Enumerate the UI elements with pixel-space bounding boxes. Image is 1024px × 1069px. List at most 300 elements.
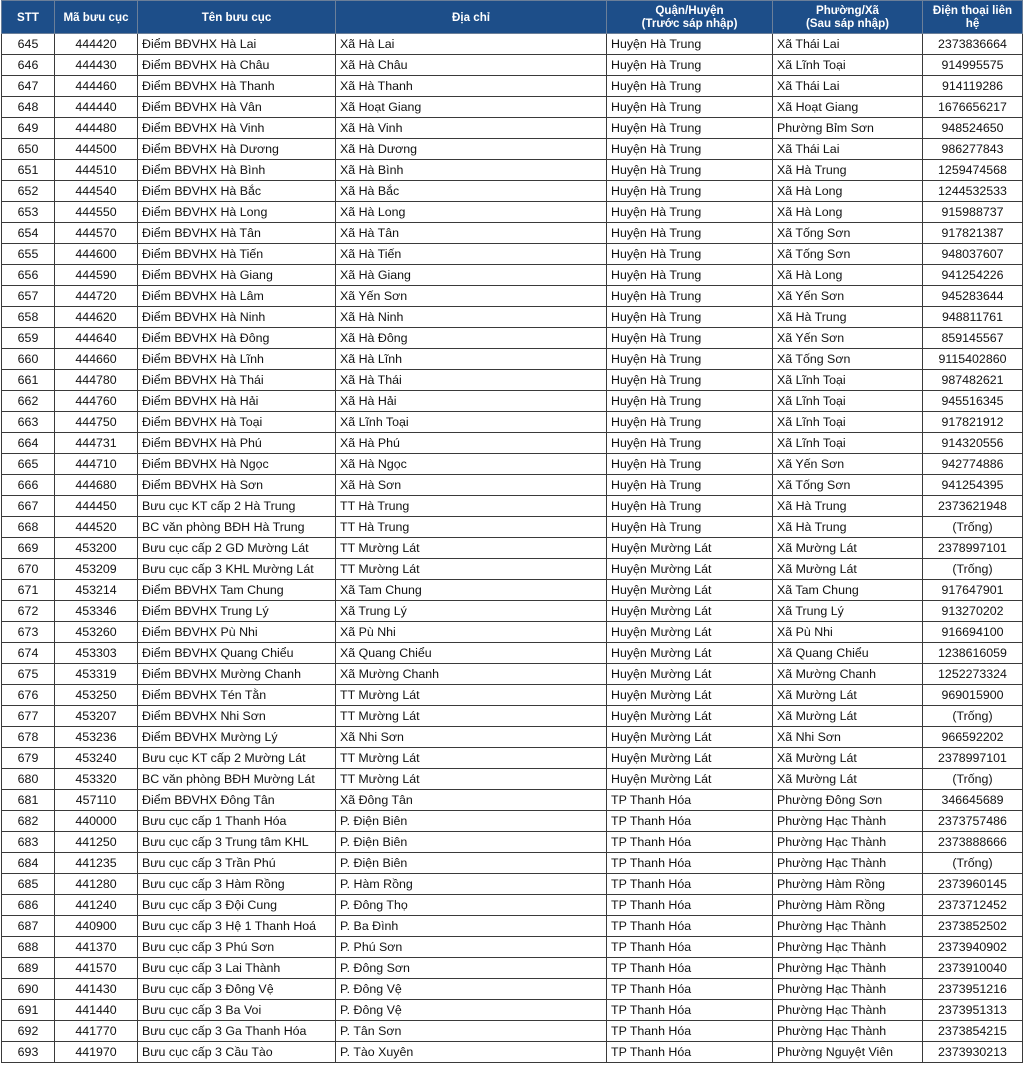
cell-ward: Phường Đông Sơn [773, 790, 923, 811]
cell-address: P. Phú Sơn [336, 937, 607, 958]
post-office-table [1, 0, 1023, 1063]
cell-ward: Xã Hà Trung [773, 307, 923, 328]
cell-code: 444440 [55, 97, 138, 118]
cell-name: BC văn phòng BĐH Mường Lát [138, 769, 336, 790]
cell-district: Huyện Hà Trung [607, 349, 773, 370]
cell-code: 453236 [55, 727, 138, 748]
cell-address: TT Hà Trung [336, 517, 607, 538]
cell-address: TT Mường Lát [336, 685, 607, 706]
table-row [2, 244, 1023, 265]
cell-district: TP Thanh Hóa [607, 979, 773, 1000]
cell-code: 457110 [55, 790, 138, 811]
cell-code: 444500 [55, 139, 138, 160]
cell-code: 444460 [55, 76, 138, 97]
cell-code: 441430 [55, 979, 138, 1000]
cell-address: Xã Lĩnh Toại [336, 412, 607, 433]
cell-address: TT Mường Lát [336, 769, 607, 790]
cell-phone: 969015900 [923, 685, 1023, 706]
table-row [2, 181, 1023, 202]
cell-ward: Phường Nguyệt Viên [773, 1042, 923, 1063]
cell-phone: 948037607 [923, 244, 1023, 265]
cell-ward: Xã Trung Lý [773, 601, 923, 622]
cell-phone: 2373951313 [923, 1000, 1023, 1021]
cell-name: Bưu cục cấp 3 Trung tâm KHL [138, 832, 336, 853]
cell-district: Huyện Hà Trung [607, 307, 773, 328]
cell-address: Xã Hoạt Giang [336, 97, 607, 118]
cell-name: Điểm BĐVHX Mường Chanh [138, 664, 336, 685]
cell-district: Huyện Mường Lát [607, 580, 773, 601]
table-row [2, 706, 1023, 727]
cell-phone: 9115402860 [923, 349, 1023, 370]
cell-name: Bưu cục KT cấp 2 Mường Lát [138, 748, 336, 769]
cell-district: TP Thanh Hóa [607, 874, 773, 895]
cell-stt: 661 [2, 370, 55, 391]
cell-name: Điểm BĐVHX Nhi Sơn [138, 706, 336, 727]
cell-ward: Phường Hạc Thành [773, 1021, 923, 1042]
cell-district: Huyện Mường Lát [607, 727, 773, 748]
table-row [2, 1021, 1023, 1042]
cell-stt: 659 [2, 328, 55, 349]
cell-code: 441440 [55, 1000, 138, 1021]
cell-phone: 2378997101 [923, 538, 1023, 559]
cell-ward: Xã Lĩnh Toại [773, 370, 923, 391]
cell-ward: Xã Hoạt Giang [773, 97, 923, 118]
cell-phone: 2373621948 [923, 496, 1023, 517]
cell-name: Điểm BĐVHX Trung Lý [138, 601, 336, 622]
table-row [2, 916, 1023, 937]
cell-name: Điểm BĐVHX Tén Tằn [138, 685, 336, 706]
cell-stt: 678 [2, 727, 55, 748]
cell-name: Điểm BĐVHX Hà Lâm [138, 286, 336, 307]
cell-code: 444620 [55, 307, 138, 328]
cell-name: Điểm BĐVHX Hà Tiến [138, 244, 336, 265]
cell-name: Bưu cục cấp 3 Đông Vệ [138, 979, 336, 1000]
cell-stt: 681 [2, 790, 55, 811]
header-ward-line1: Phường/Xã [815, 4, 880, 17]
header-phone: Điện thoại liên hệ [923, 1, 1023, 34]
header-district-line2: (Trước sáp nhập) [641, 17, 738, 30]
cell-phone: (Trống) [923, 769, 1023, 790]
cell-ward: Xã Hà Long [773, 265, 923, 286]
cell-phone: 2378997101 [923, 748, 1023, 769]
cell-code: 453200 [55, 538, 138, 559]
cell-ward: Xã Mường Chanh [773, 664, 923, 685]
table-row [2, 475, 1023, 496]
cell-stt: 646 [2, 55, 55, 76]
cell-address: P. Đông Sơn [336, 958, 607, 979]
cell-ward: Phường Hạc Thành [773, 832, 923, 853]
cell-name: Điểm BĐVHX Hà Lĩnh [138, 349, 336, 370]
cell-address: Xã Hà Long [336, 202, 607, 223]
cell-phone: 916694100 [923, 622, 1023, 643]
cell-stt: 676 [2, 685, 55, 706]
cell-district: Huyện Hà Trung [607, 475, 773, 496]
cell-address: Xã Tam Chung [336, 580, 607, 601]
cell-phone: 2373854215 [923, 1021, 1023, 1042]
cell-district: Huyện Hà Trung [607, 76, 773, 97]
cell-district: Huyện Hà Trung [607, 328, 773, 349]
cell-code: 441770 [55, 1021, 138, 1042]
cell-district: Huyện Mường Lát [607, 685, 773, 706]
cell-ward: Xã Yến Sơn [773, 454, 923, 475]
cell-stt: 663 [2, 412, 55, 433]
cell-address: Xã Pù Nhi [336, 622, 607, 643]
cell-code: 444731 [55, 433, 138, 454]
cell-district: Huyện Hà Trung [607, 118, 773, 139]
cell-stt: 688 [2, 937, 55, 958]
cell-address: P. Tào Xuyên [336, 1042, 607, 1063]
cell-code: 453346 [55, 601, 138, 622]
table-row [2, 685, 1023, 706]
cell-address: TT Mường Lát [336, 748, 607, 769]
cell-address: TT Mường Lát [336, 559, 607, 580]
cell-ward: Xã Thái Lai [773, 34, 923, 55]
table-row [2, 580, 1023, 601]
cell-code: 441240 [55, 895, 138, 916]
table-row [2, 55, 1023, 76]
cell-address: Xã Hà Hải [336, 391, 607, 412]
cell-ward: Phường Hạc Thành [773, 916, 923, 937]
cell-code: 444420 [55, 34, 138, 55]
cell-district: Huyện Hà Trung [607, 181, 773, 202]
cell-code: 444540 [55, 181, 138, 202]
cell-ward: Xã Tống Sơn [773, 223, 923, 244]
cell-code: 444480 [55, 118, 138, 139]
cell-code: 453260 [55, 622, 138, 643]
cell-district: Huyện Hà Trung [607, 454, 773, 475]
cell-address: P. Ba Đình [336, 916, 607, 937]
cell-phone: (Trống) [923, 706, 1023, 727]
cell-name: Bưu cục cấp 3 Hàm Rồng [138, 874, 336, 895]
cell-name: Điểm BĐVHX Hà Châu [138, 55, 336, 76]
table-row [2, 1000, 1023, 1021]
cell-ward: Xã Tống Sơn [773, 475, 923, 496]
cell-stt: 690 [2, 979, 55, 1000]
header-ward-line2: (Sau sáp nhập) [805, 17, 890, 30]
cell-address: Xã Hà Sơn [336, 475, 607, 496]
cell-ward: Phường Hạc Thành [773, 811, 923, 832]
cell-address: Xã Hà Lĩnh [336, 349, 607, 370]
cell-name: Điểm BĐVHX Hà Tân [138, 223, 336, 244]
cell-phone: 1244532533 [923, 181, 1023, 202]
table-row [2, 496, 1023, 517]
cell-name: Điểm BĐVHX Hà Bắc [138, 181, 336, 202]
cell-stt: 687 [2, 916, 55, 937]
cell-phone: 1676656217 [923, 97, 1023, 118]
cell-phone: (Trống) [923, 559, 1023, 580]
cell-code: 444780 [55, 370, 138, 391]
cell-ward: Xã Hà Long [773, 181, 923, 202]
cell-district: Huyện Hà Trung [607, 265, 773, 286]
cell-ward: Xã Thái Lai [773, 139, 923, 160]
cell-stt: 658 [2, 307, 55, 328]
cell-stt: 666 [2, 475, 55, 496]
table-row [2, 895, 1023, 916]
cell-stt: 684 [2, 853, 55, 874]
cell-code: 444550 [55, 202, 138, 223]
cell-phone: 2373940902 [923, 937, 1023, 958]
cell-district: Huyện Hà Trung [607, 496, 773, 517]
cell-stt: 655 [2, 244, 55, 265]
cell-stt: 649 [2, 118, 55, 139]
cell-code: 441970 [55, 1042, 138, 1063]
cell-ward: Xã Hà Trung [773, 517, 923, 538]
cell-code: 444520 [55, 517, 138, 538]
header-code: Mã bưu cục [55, 1, 138, 34]
cell-district: Huyện Mường Lát [607, 748, 773, 769]
table-row [2, 433, 1023, 454]
cell-name: Bưu cục cấp 3 Phú Sơn [138, 937, 336, 958]
cell-district: Huyện Mường Lát [607, 622, 773, 643]
table-row [2, 979, 1023, 1000]
cell-stt: 679 [2, 748, 55, 769]
cell-phone: 915988737 [923, 202, 1023, 223]
cell-phone: (Trống) [923, 853, 1023, 874]
cell-stt: 670 [2, 559, 55, 580]
cell-address: Xã Hà Lai [336, 34, 607, 55]
table-row [2, 769, 1023, 790]
cell-district: TP Thanh Hóa [607, 853, 773, 874]
cell-address: Xã Mường Chanh [336, 664, 607, 685]
cell-ward: Xã Lĩnh Toại [773, 412, 923, 433]
cell-ward: Xã Mường Lát [773, 538, 923, 559]
cell-stt: 660 [2, 349, 55, 370]
cell-name: Điểm BĐVHX Hà Phú [138, 433, 336, 454]
cell-name: Điểm BĐVHX Hà Hải [138, 391, 336, 412]
cell-ward: Xã Nhi Sơn [773, 727, 923, 748]
cell-code: 453303 [55, 643, 138, 664]
cell-address: P. Đông Vệ [336, 1000, 607, 1021]
cell-ward: Phường Hạc Thành [773, 979, 923, 1000]
cell-ward: Xã Tam Chung [773, 580, 923, 601]
table-row [2, 328, 1023, 349]
cell-ward: Xã Mường Lát [773, 559, 923, 580]
cell-district: Huyện Mường Lát [607, 538, 773, 559]
table-row [2, 286, 1023, 307]
table-row [2, 202, 1023, 223]
cell-code: 444750 [55, 412, 138, 433]
cell-stt: 673 [2, 622, 55, 643]
cell-district: Huyện Mường Lát [607, 706, 773, 727]
cell-address: Xã Nhi Sơn [336, 727, 607, 748]
cell-phone: 1238616059 [923, 643, 1023, 664]
cell-district: Huyện Mường Lát [607, 769, 773, 790]
cell-address: Xã Hà Thanh [336, 76, 607, 97]
cell-name: Điểm BĐVHX Hà Dương [138, 139, 336, 160]
cell-ward: Xã Quang Chiểu [773, 643, 923, 664]
cell-stt: 680 [2, 769, 55, 790]
header-district [607, 1, 773, 34]
cell-address: P. Điện Biên [336, 811, 607, 832]
cell-ward: Phường Bỉm Sơn [773, 118, 923, 139]
cell-name: Điểm BĐVHX Đông Tân [138, 790, 336, 811]
cell-code: 444450 [55, 496, 138, 517]
cell-stt: 651 [2, 160, 55, 181]
cell-address: Xã Trung Lý [336, 601, 607, 622]
cell-ward: Xã Mường Lát [773, 748, 923, 769]
header-row [2, 1, 1023, 34]
cell-ward: Xã Tống Sơn [773, 349, 923, 370]
cell-phone: 941254395 [923, 475, 1023, 496]
cell-address: P. Hàm Rồng [336, 874, 607, 895]
cell-code: 444600 [55, 244, 138, 265]
cell-address: Xã Hà Bắc [336, 181, 607, 202]
table-row [2, 97, 1023, 118]
cell-district: Huyện Mường Lát [607, 601, 773, 622]
cell-address: Xã Hà Dương [336, 139, 607, 160]
cell-address: TT Mường Lát [336, 706, 607, 727]
table-row [2, 391, 1023, 412]
cell-code: 453319 [55, 664, 138, 685]
cell-district: Huyện Hà Trung [607, 391, 773, 412]
cell-district: TP Thanh Hóa [607, 811, 773, 832]
cell-district: Huyện Hà Trung [607, 97, 773, 118]
cell-name: Bưu cục cấp 3 Ga Thanh Hóa [138, 1021, 336, 1042]
cell-code: 441250 [55, 832, 138, 853]
cell-district: Huyện Hà Trung [607, 412, 773, 433]
cell-ward: Phường Hạc Thành [773, 958, 923, 979]
cell-stt: 685 [2, 874, 55, 895]
cell-phone: 914995575 [923, 55, 1023, 76]
table-row [2, 874, 1023, 895]
cell-ward: Xã Hà Trung [773, 160, 923, 181]
header-address: Địa chỉ [336, 1, 607, 34]
cell-stt: 667 [2, 496, 55, 517]
cell-address: Xã Hà Đông [336, 328, 607, 349]
cell-district: TP Thanh Hóa [607, 832, 773, 853]
cell-phone: 2373930213 [923, 1042, 1023, 1063]
table-row [2, 748, 1023, 769]
table-row [2, 139, 1023, 160]
cell-stt: 677 [2, 706, 55, 727]
cell-name: Bưu cục cấp 3 Ba Voi [138, 1000, 336, 1021]
cell-stt: 674 [2, 643, 55, 664]
cell-address: P. Điện Biên [336, 853, 607, 874]
table-row [2, 517, 1023, 538]
cell-ward: Xã Hà Trung [773, 496, 923, 517]
cell-ward: Xã Lĩnh Toại [773, 55, 923, 76]
cell-stt: 665 [2, 454, 55, 475]
cell-address: Xã Hà Ninh [336, 307, 607, 328]
cell-address: Xã Hà Giang [336, 265, 607, 286]
cell-stt: 662 [2, 391, 55, 412]
cell-ward: Xã Mường Lát [773, 706, 923, 727]
cell-phone: 346645689 [923, 790, 1023, 811]
cell-address: Xã Hà Tiến [336, 244, 607, 265]
cell-name: Điểm BĐVHX Hà Toại [138, 412, 336, 433]
cell-name: Bưu cục cấp 1 Thanh Hóa [138, 811, 336, 832]
cell-code: 441280 [55, 874, 138, 895]
cell-stt: 675 [2, 664, 55, 685]
header-name: Tên bưu cục [138, 1, 336, 34]
cell-phone: (Trống) [923, 517, 1023, 538]
cell-address: Xã Hà Châu [336, 55, 607, 76]
cell-stt: 693 [2, 1042, 55, 1063]
cell-ward: Xã Tống Sơn [773, 244, 923, 265]
table-row [2, 412, 1023, 433]
cell-ward: Xã Lĩnh Toại [773, 391, 923, 412]
cell-phone: 2373852502 [923, 916, 1023, 937]
cell-district: Huyện Hà Trung [607, 34, 773, 55]
cell-phone: 966592202 [923, 727, 1023, 748]
cell-phone: 986277843 [923, 139, 1023, 160]
cell-address: P. Đông Vệ [336, 979, 607, 1000]
cell-code: 444570 [55, 223, 138, 244]
cell-address: Xã Hà Vinh [336, 118, 607, 139]
cell-code: 453207 [55, 706, 138, 727]
cell-stt: 668 [2, 517, 55, 538]
cell-name: Điểm BĐVHX Hà Lai [138, 34, 336, 55]
cell-code: 453214 [55, 580, 138, 601]
cell-ward: Xã Thái Lai [773, 76, 923, 97]
cell-district: Huyện Mường Lát [607, 664, 773, 685]
header-district-line1: Quận/Huyện [655, 4, 724, 17]
cell-district: Huyện Hà Trung [607, 286, 773, 307]
cell-stt: 683 [2, 832, 55, 853]
cell-code: 440900 [55, 916, 138, 937]
cell-code: 444640 [55, 328, 138, 349]
cell-ward: Xã Yến Sơn [773, 286, 923, 307]
cell-stt: 653 [2, 202, 55, 223]
cell-name: Điểm BĐVHX Hà Sơn [138, 475, 336, 496]
cell-phone: 2373888666 [923, 832, 1023, 853]
cell-district: Huyện Hà Trung [607, 244, 773, 265]
cell-district: Huyện Hà Trung [607, 433, 773, 454]
cell-address: Xã Đông Tân [336, 790, 607, 811]
cell-phone: 917647901 [923, 580, 1023, 601]
table-row [2, 853, 1023, 874]
cell-phone: 917821912 [923, 412, 1023, 433]
cell-ward: Phường Hạc Thành [773, 853, 923, 874]
cell-phone: 948811761 [923, 307, 1023, 328]
cell-name: Bưu cục cấp 3 KHL Mường Lát [138, 559, 336, 580]
cell-name: Bưu cục cấp 3 Đội Cung [138, 895, 336, 916]
table-row [2, 223, 1023, 244]
cell-ward: Xã Yến Sơn [773, 328, 923, 349]
table-row [2, 664, 1023, 685]
cell-district: TP Thanh Hóa [607, 895, 773, 916]
cell-name: BC văn phòng BĐH Hà Trung [138, 517, 336, 538]
cell-ward: Phường Hạc Thành [773, 1000, 923, 1021]
cell-name: Điểm BĐVHX Hà Ngọc [138, 454, 336, 475]
cell-phone: 917821387 [923, 223, 1023, 244]
cell-district: TP Thanh Hóa [607, 1000, 773, 1021]
cell-stt: 686 [2, 895, 55, 916]
cell-district: Huyện Hà Trung [607, 370, 773, 391]
cell-name: Điểm BĐVHX Mường Lý [138, 727, 336, 748]
cell-address: Xã Hà Phú [336, 433, 607, 454]
cell-district: TP Thanh Hóa [607, 1042, 773, 1063]
table-row [2, 559, 1023, 580]
cell-ward: Phường Hạc Thành [773, 937, 923, 958]
cell-address: Xã Hà Ngọc [336, 454, 607, 475]
cell-district: Huyện Hà Trung [607, 223, 773, 244]
cell-district: TP Thanh Hóa [607, 958, 773, 979]
cell-phone: 914119286 [923, 76, 1023, 97]
cell-name: Bưu cục cấp 2 GD Mường Lát [138, 538, 336, 559]
cell-name: Bưu cục KT cấp 2 Hà Trung [138, 496, 336, 517]
header-ward [773, 1, 923, 34]
table-row [2, 307, 1023, 328]
cell-stt: 669 [2, 538, 55, 559]
cell-address: Xã Hà Tân [336, 223, 607, 244]
table-row [2, 454, 1023, 475]
table-header [2, 1, 1023, 34]
cell-code: 441570 [55, 958, 138, 979]
cell-address: P. Tân Sơn [336, 1021, 607, 1042]
cell-name: Điểm BĐVHX Hà Long [138, 202, 336, 223]
cell-code: 441370 [55, 937, 138, 958]
